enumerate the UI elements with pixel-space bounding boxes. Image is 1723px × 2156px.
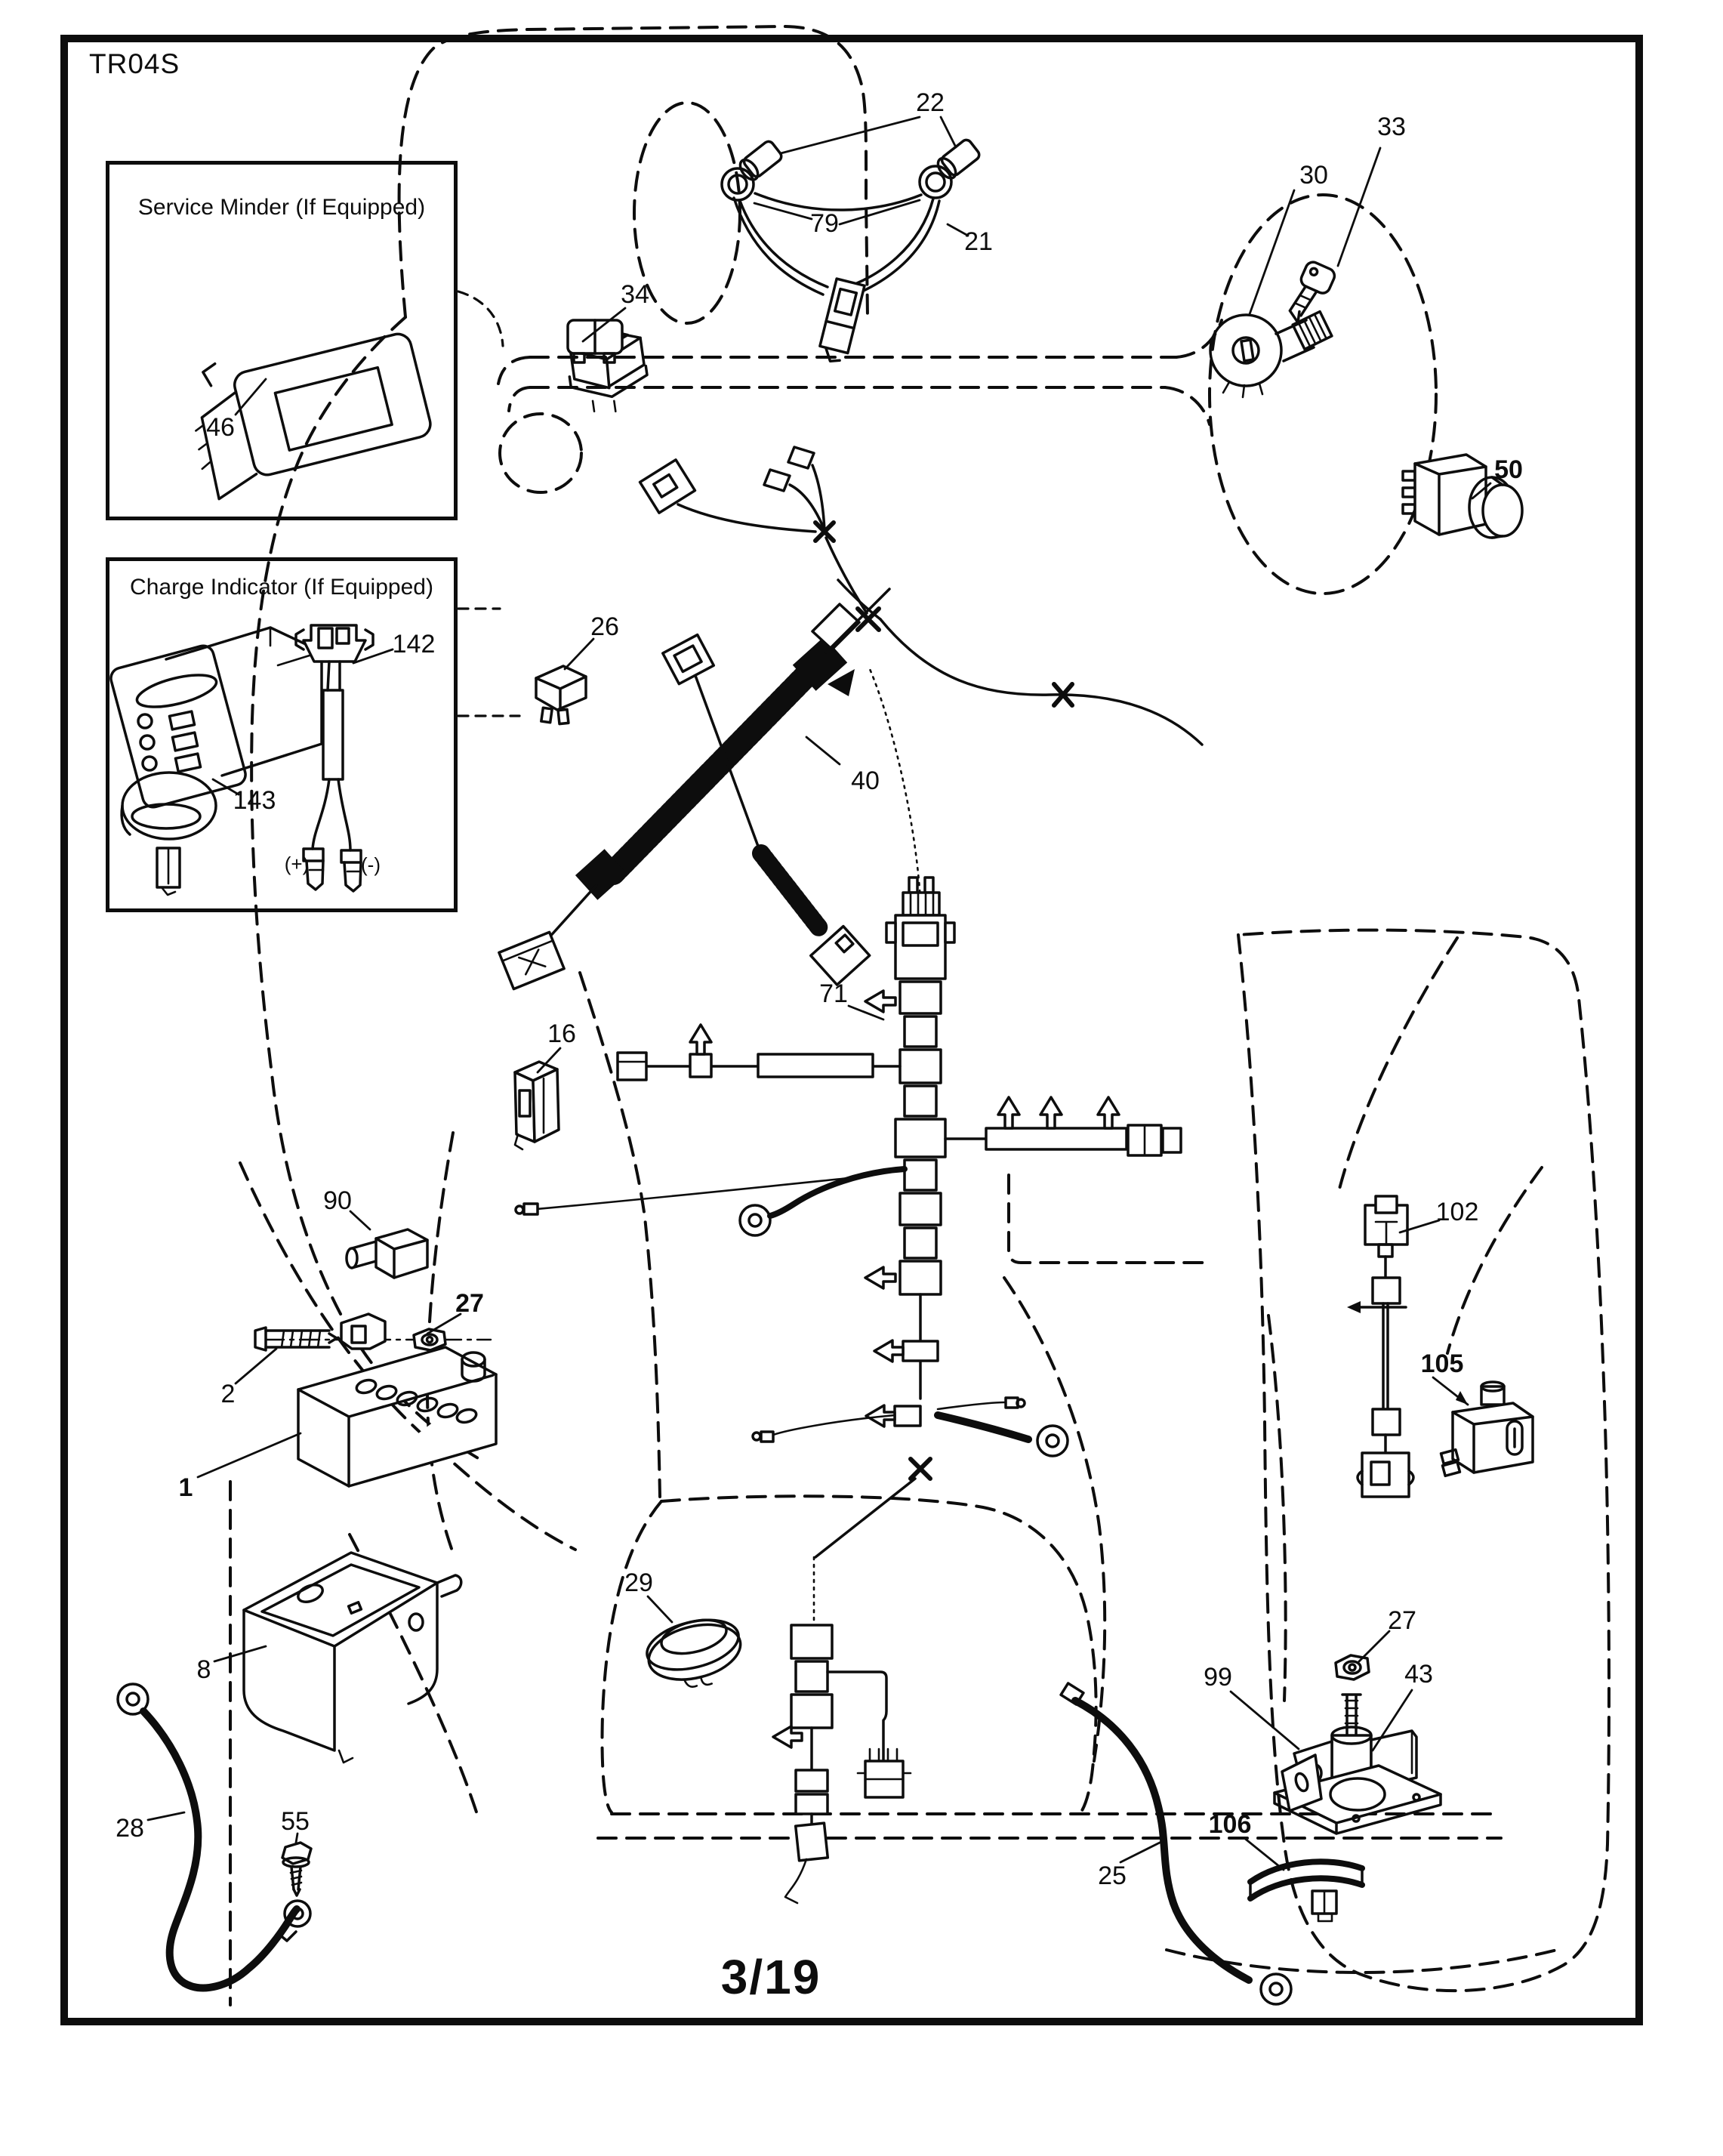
polarity-negative: (-) — [361, 853, 381, 876]
callout-46: 46 — [206, 413, 235, 442]
callout-43: 43 — [1404, 1660, 1433, 1689]
callout-34: 34 — [621, 280, 649, 309]
callout-8: 8 — [196, 1655, 211, 1684]
service-minder-inset — [106, 161, 458, 520]
callout-142: 142 — [392, 630, 436, 659]
polarity-positive: (+) — [284, 853, 310, 875]
callout-102: 102 — [1435, 1198, 1479, 1226]
charge-indicator-title: Charge Indicator (If Equipped) — [130, 575, 433, 600]
callout-21: 21 — [964, 227, 993, 256]
callout-99: 99 — [1204, 1663, 1232, 1692]
callout-30: 30 — [1299, 161, 1328, 190]
callout-29: 29 — [624, 1568, 653, 1597]
callout-25: 25 — [1098, 1861, 1127, 1890]
callout-50: 50 — [1494, 455, 1523, 484]
charge-indicator-inset — [106, 557, 458, 912]
service-minder-title: Service Minder (If Equipped) — [137, 195, 426, 220]
callout-27-battery: 27 — [455, 1289, 484, 1318]
callout-26: 26 — [590, 612, 619, 641]
callout-105: 105 — [1420, 1349, 1464, 1378]
callout-27-solenoid: 27 — [1388, 1606, 1416, 1635]
callout-28: 28 — [116, 1814, 144, 1843]
callout-40: 40 — [851, 766, 880, 795]
callout-90: 90 — [323, 1186, 352, 1215]
callout-79: 79 — [810, 209, 839, 238]
callout-22: 22 — [916, 88, 945, 117]
callout-71: 71 — [819, 979, 848, 1008]
page-indicator: 3/19 — [720, 1950, 821, 2004]
callout-106: 106 — [1208, 1810, 1252, 1839]
callout-1: 1 — [178, 1473, 193, 1502]
callout-33: 33 — [1377, 113, 1406, 141]
callout-2: 2 — [220, 1380, 236, 1408]
callout-143: 143 — [233, 786, 276, 815]
callout-55: 55 — [281, 1807, 310, 1836]
callout-16: 16 — [547, 1019, 576, 1048]
model-code: TR04S — [89, 48, 180, 79]
